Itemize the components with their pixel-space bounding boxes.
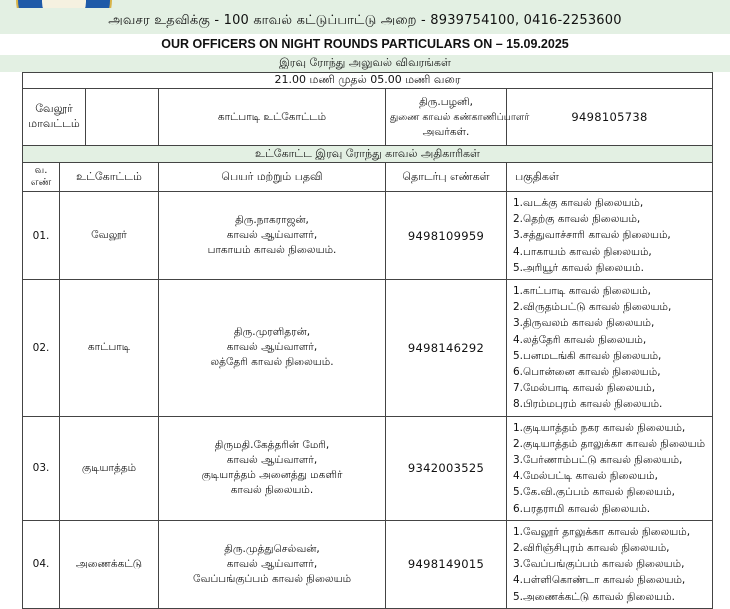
table-row (23, 520, 713, 608)
area-item: 5.அரியூர் காவல் நிலையம். (513, 261, 644, 274)
section-title: உட்கோட்ட இரவு ரோந்து காவல் அதிகாரிகள் (23, 146, 713, 163)
area-item: 4.லத்தேரி காவல் நிலையம், (513, 333, 647, 346)
officer-line: திருமதி.கேத்தரின் மேரி, (214, 439, 330, 452)
officer-line: குடியாத்தம் அனைத்து மகளிர் (201, 469, 343, 482)
row-phone: 9342003525 (386, 416, 507, 520)
area-item: 8.பிரம்மபுரம் காவல் நிலையம். (513, 398, 663, 411)
column-header-row (23, 163, 713, 192)
col-header-no: வ. எண் (23, 163, 60, 192)
time-range-row (23, 73, 713, 89)
area-item: 5.கே.வி.குப்பம் காவல் நிலையம், (513, 486, 675, 499)
district-row (23, 89, 713, 146)
night-rounds-table (22, 72, 713, 609)
area-item: 7.மேல்பாடி காவல் நிலையம், (513, 382, 656, 395)
row-areas (507, 416, 713, 520)
area-item: 2.குடியாத்தம் தாலுக்கா காவல் நிலையம் (513, 437, 706, 450)
col-header-phone: தொடர்பு எண்கள் (386, 163, 507, 192)
area-item: 2.தெற்கு காவல் நிலையம், (513, 213, 641, 226)
col-header-areas: பகுதிகள் (507, 163, 713, 192)
row-number: 03. (23, 416, 60, 520)
officer-line: காவல் ஆய்வாளர், (226, 454, 318, 467)
district-officer-name: திரு.பழனி, (419, 95, 473, 108)
officer-line: காவல் ஆய்வாளர், (226, 557, 318, 570)
officer-line: காவல் நிலையம். (230, 484, 314, 497)
helpline-text: அவசர உதவிக்கு - 100 காவல் கட்டுப்பாட்டு அறை - 8939754100, 0416-2253600 (0, 8, 730, 34)
row-number: 02. (23, 280, 60, 417)
page-subtitle: இரவு ரோந்து அலுவல் விவரங்கள் (0, 55, 730, 72)
row-number: 01. (23, 192, 60, 280)
district-officer-suffix: அவர்கள். (422, 125, 470, 138)
area-item: 2.விரிஞ்சிபுரம் காவல் நிலையம், (513, 542, 670, 555)
district-phone: 9498105738 (507, 89, 713, 146)
area-item: 3.பேர்ணாம்பட்டு காவல் நிலையம், (513, 454, 683, 467)
table-row (23, 416, 713, 520)
row-areas (507, 192, 713, 280)
row-subdivision: காட்பாடி (60, 280, 159, 417)
officer-line: பாகாயம் காவல் நிலையம். (207, 244, 337, 256)
time-range: 21.00 மணி முதல் 05.00 மணி வரை (23, 73, 713, 89)
area-item: 4.பள்ளிகொண்டா காவல் நிலையம், (513, 574, 686, 587)
area-item: 1.வடக்கு காவல் நிலையம், (513, 197, 644, 209)
area-item: 1.குடியாத்தம் நகர காவல் நிலையம், (513, 421, 686, 434)
row-officer (159, 280, 386, 417)
row-areas (507, 280, 713, 417)
area-item: 6.பரதராமி காவல் நிலையம். (513, 502, 651, 515)
section-title-row (23, 146, 713, 163)
district-label: வேலூர் மாவட்டம் (23, 89, 86, 145)
officer-line: வேப்பங்குப்பம் காவல் நிலையம் (192, 572, 352, 585)
district-subdivision: காட்பாடி உட்கோட்டம் (159, 89, 386, 146)
row-subdivision: வேலூர் (60, 192, 159, 280)
area-item: 1.காட்பாடி காவல் நிலையம், (513, 285, 652, 298)
officer-line: லத்தேரி காவல் நிலையம். (210, 356, 334, 369)
row-phone: 9498149015 (386, 520, 507, 608)
col-header-officer: பெயர் மற்றும் பதவி (159, 163, 386, 192)
page-title: OUR OFFICERS ON NIGHT ROUNDS PARTICULARS ON – 15.09.2025 (0, 34, 730, 54)
area-item: 3.வேப்பங்குப்பம் காவல் நிலையம், (513, 558, 685, 571)
row-officer (159, 192, 386, 280)
officer-line: திரு.முரளிதரன், (233, 326, 311, 339)
row-subdivision: குடியாத்தம் (60, 416, 159, 520)
area-item: 5.அணைக்கட்டு காவல் நிலையம். (513, 590, 675, 603)
row-subdivision: அணைக்கட்டு (60, 520, 159, 608)
officer-line: காவல் ஆய்வாளர், (226, 341, 318, 354)
district-officer-rank: துணை காவல் கண்காணிப்பாளர் (390, 111, 530, 123)
area-item: 6.பொன்னை காவல் நிலையம், (513, 366, 661, 379)
district-officer (386, 89, 530, 146)
district-cell (23, 89, 159, 146)
area-item: 2.விருதம்பட்டு காவல் நிலையம், (513, 301, 672, 314)
table-row (23, 192, 713, 280)
area-item: 4.பாகாயம் காவல் நிலையம், (513, 245, 652, 258)
officer-line: திரு.முத்துசெல்வன், (224, 542, 320, 555)
area-item: 3.சத்துவாச்சாரி காவல் நிலையம், (513, 229, 671, 242)
area-item: 3.திருவலம் காவல் நிலையம், (513, 317, 655, 330)
row-phone: 9498146292 (386, 280, 507, 417)
area-item: 1.வேலூர் தாலுக்கா காவல் நிலையம், (513, 525, 691, 538)
area-item: 5.பனமடங்கி காவல் நிலையம், (513, 349, 662, 362)
col-header-subdivision: உட்கோட்டம் (60, 163, 159, 192)
table-row (23, 280, 713, 417)
officer-line: காவல் ஆய்வாளர், (226, 229, 318, 241)
area-item: 4.மேல்பட்டி காவல் நிலையம், (513, 470, 658, 483)
row-number: 04. (23, 520, 60, 608)
officer-line: திரு.நாகராஜன், (235, 214, 309, 226)
row-officer (159, 416, 386, 520)
row-phone: 9498109959 (386, 192, 507, 280)
row-officer (159, 520, 386, 608)
row-areas (507, 520, 713, 608)
